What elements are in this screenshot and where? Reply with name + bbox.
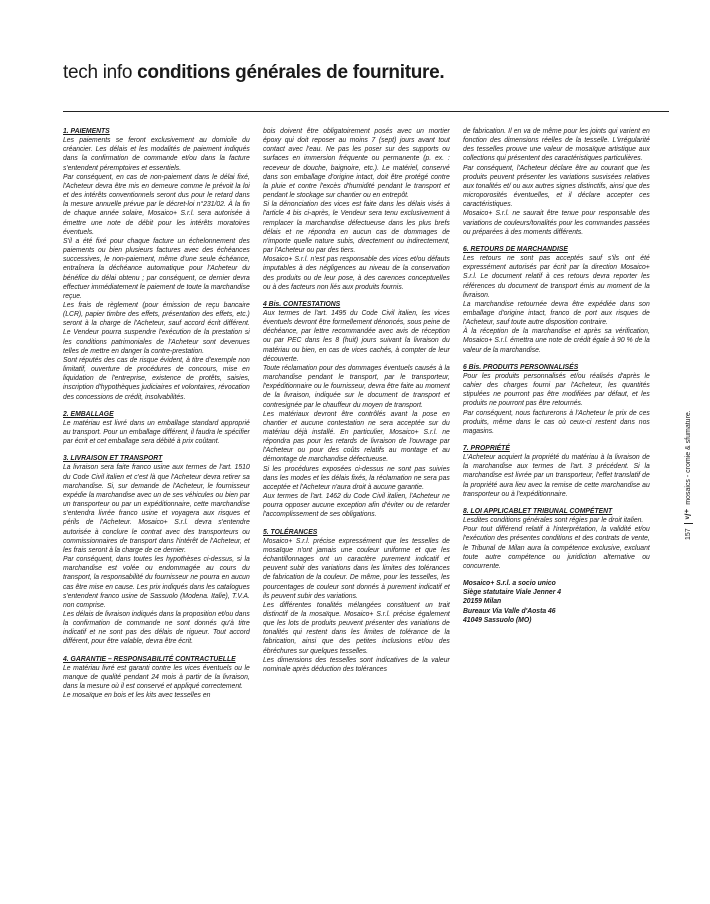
section — [463, 126, 650, 236]
section-paragraph: Aux termes de l'art. 1495 du Code Civil italien, les vices éventuels devront être formellement dénoncés, sous peine de déchéance, par lettre recommandée avec avis de réception ou par PEC dans les 8 (huit) jours suivant la livraison du matériau ou bien, en cas de vices cachés, à compter de leur découverte. — [263, 307, 450, 363]
section-heading: 6. RETOURS DE MARCHANDISE — [463, 243, 568, 253]
section — [463, 443, 650, 498]
section-paragraph: Les frais de règlement (pour émission de reçu bancaire (LCR), papier timbre des effets, présentation des effets, etc.) seront à la charge de l'Acheteur, sauf accord écrit différent. Le Vendeur pourra suspendre l'exécution de la prestation si les conditions patrimoniales de l'Acheteur sont devenues telles de mettre en danger la contre-prestation. — [63, 299, 250, 355]
section-paragraph: Le mosaïque en bois et les kits avec tesselles en — [63, 690, 211, 700]
section — [63, 654, 250, 700]
section — [263, 299, 450, 519]
address-line: Mosaico+ S.r.l. a socio unico — [463, 578, 556, 588]
section-paragraph: Le matériau livré est garanti contre les vices éventuels ou le manque de qualité pendant 24 mois à partir de la livraison, dans la mesure où il est conservé et appliqué correctement. — [63, 662, 250, 691]
section-heading: 7. PROPRIÉTÉ — [463, 443, 510, 452]
section-paragraph: Les dimensions des tesselles sont indicatives de la valeur nominale après déduction des tolérances — [263, 654, 450, 673]
page-title — [63, 62, 444, 84]
section — [463, 506, 650, 570]
section-paragraph: Pour les produits personnalisés et/ou réalisés d'après le cahier des charges fourni par l'Acheteur, les quantités stipulées ne pourront pas être modifiées par défaut, et les produits ne pourront pas être retournés. — [463, 370, 650, 408]
section-heading: 3. LIVRAISON ET TRANSPORT — [63, 453, 163, 463]
address-block — [463, 578, 650, 624]
section — [63, 453, 250, 645]
section — [263, 126, 450, 291]
column-2 — [263, 126, 450, 681]
title-light: tech info — [63, 62, 133, 83]
section-paragraph: Mosaico+ S.r.l. n'est pas responsable des vices et/ou défauts imputables à des négligences au niveau de la conservation des produits ou de leur pose, à des carences conceptuelles ou à des facteurs non liés aux produits fournis. — [263, 254, 450, 291]
title-rule — [63, 111, 669, 112]
section-heading: 4. GARANTIE – RESPONSABILITÉ CONTRACTUELLE — [63, 653, 236, 663]
section-paragraph: Si les procédures exposées ci-dessus ne sont pas suivies dans les modes et les délais fixés, la réclamation ne sera pas acceptée et l'Acheteur n'aura droit à aucune garantie. — [263, 463, 450, 491]
column-3-body — [463, 126, 650, 570]
section — [263, 527, 450, 674]
address-line: Bureaux Via Valle d'Aosta 46 — [463, 605, 556, 615]
section-paragraph: Le matériau est livré dans un emballage standard approprié au transport. Pour un emballage différent, il faudra le spécifier par écrit et cet emballage sera débité à prix coûtant. — [63, 417, 250, 446]
section-paragraph: Par conséquent, dans toutes les hypothèses ci-dessus, si la marchandise est volée ou endommagée au cours du transport, la responsabilité du fournisseur ne pourra en aucun cas être mise en cause. Les prix indiqués dans les catalogues s'entendent franco usine de Sassuolo (Modena. Italie), T.V.A. non comprise. — [63, 554, 250, 609]
section-paragraph: Par conséquent, en cas de non-paiement dans le délai fixé, l'Acheteur devra être mis en demeure comme le prévoit la loi et des intérêts conventionnels seront dus pour le retard dans la mesure annuelle prévue par le décret-loi n°231/02. À la fin de chaque année solaire, Mosaico+ S.r.l. sera autorisée à émettre une note de débit pour les intérêts moratoires éventuels. — [63, 171, 250, 236]
section-heading: 1. PAIEMENTS — [63, 126, 110, 135]
section-paragraph: Lesdites conditions générales sont régies par le droit italien. — [463, 515, 644, 525]
side-footer — [683, 370, 703, 540]
section-paragraph: Toute réclamation pour des dommages éventuels causés à la marchandise pendant le transport, par le transporteur, l'expéditionnaire ou le fournisseur, devra être faite au moment de la livraison, indiquée sur le document de transport et contresignée par le chauffeur du moyen de transport. — [263, 362, 450, 409]
section-paragraph: Par conséquent, l'Acheteur déclare être au courant que les produits peuvent présenter les variations susvisées relatives aux tonalités et/ ou aux autres signes distinctifs, ainsi que des microporosités éventuelles, et il déclare accepter ces caractéristiques. — [463, 162, 650, 209]
separator — [684, 523, 693, 524]
section — [463, 244, 650, 354]
section-paragraph: La livraison sera faite franco usine aux termes de l'art. 1510 du Code Civil italien et c'est là que l'Acheteur devra retirer sa marchandise. Si, sur demande de l'Acheteur, le fournisseur expédie la marchandise avec un de ses véhicules ou bien par un transporteur ou par un expéditionnaire, cette marchandise s'entendra livrée franco usine et voyagera aux risques et périls de l'Acheteur. Mosaico+ S.r.l. devra s'entendre autorisée à conclure le contrat avec des transporteurs ou commissionnaires de transport dans l'intérêt de l'Acheteur, et les frais seront à la charge de ce dernier. — [63, 462, 250, 554]
address-line: 41049 Sassuolo (MO) — [463, 614, 532, 624]
section-paragraph: Les différentes tonalités mélangées constituent un trait distinctif de la mosaïque. Mosaico+ S.r.l. précise également que les lots de produits peuvent présenter des variations de tonalités qui restent dans les limites de tolérance de la fabrication, ainsi que des petites inclusions et/ou des ébréchures sur quelques tesselles. — [263, 599, 450, 655]
section — [63, 409, 250, 446]
section-paragraph: Les paiements se feront exclusivement au domicile du créancier. Les délais et les modalités de paiement indiqués dans la confirmation de commande et/ou dans la facture s'entendent péremptoires et essentiels. — [63, 135, 250, 172]
section-heading: 4 Bis. CONTESTATIONS — [263, 298, 341, 308]
section-paragraph: Les matériaux devront être contrôlés avant la pose en chantier et aucune contestation ne sera acceptée sur du matériau déjà installé. En particulier, Mosaico+ S.r.l. ne répondra pas pour les retards de livraison de l'ouvrage par l'Acheteur ou pour des coûts relatifs au montage et au démontage de marchandise défectueuse. — [263, 408, 450, 464]
section-paragraph: L'Acheteur acquiert la propriété du matériau à la livraison de la marchandise aux termes de l'art. 3 précédent. Si la marchandise est livrée par un transporteur, l'effet translatif de la propriété aura lieu avec la remise de cette marchandise au transporteur ou à l'expéditionnaire. — [463, 452, 650, 498]
section-heading: 5. TOLÉRANCES — [263, 526, 318, 536]
column-3 — [463, 126, 650, 624]
address-line: 20159 Milan — [463, 596, 502, 606]
column-1 — [63, 126, 250, 707]
section-paragraph: Pour tout différend relatif à l'interprétation, la validité et/ou l'exécution des présentes conditions et des contrats de vente, le Tribunal de Milan aura la compétence exclusive, excluant toute autre compétence ou juridiction alternative ou concurrente. — [463, 524, 650, 570]
section-paragraph: de fabrication. Il en va de même pour les joints qui varient en fonction des dimensions réelles de la tesselle. L'irrégularité des tesselles prouve une valeur de mosaïque artistique aux collections qui présentent des caractéristiques particulières. — [463, 126, 650, 163]
section — [463, 362, 650, 435]
section-paragraph: Sont réputés des cas de risque évident, à titre d'exemple non limitatif, ouverture de procédures de concours, mise en liquidation de l'entreprise, existence de protêts, saisies, inscription d'hypothèques judiciaires et volontaires, révocation des concessions de crédit, insolvabilités. — [63, 354, 250, 401]
section-paragraph: Si la dénonciation des vices est faite dans les délais visés à l'article 4 bis ci-après, le Vendeur sera tenu exclusivement à remplacer la marchandise défectueuse dans les plus brefs délais et ne répondra en aucun cas de dommages de n'importe quelle nature subis, directement ou indirectement, par l'Acheteur ou par des tiers. — [263, 199, 450, 255]
section-heading: 8. LOI APPLICABLET TRIBUNAL COMPÉTENT — [463, 505, 613, 515]
section-paragraph: S'il a été fixé pour chaque facture un échelonnement des paiements ou bien plusieurs factures avec des échéances successives, le non-paiement, même d'une seule échéance, entraînera la déchéance automatique pour l'Acheteur du bénéfice du délai obtenu ; par conséquent, ce dernier devra effectuer immédiatement le paiement de toute la marchandise reçue. — [63, 235, 250, 300]
section-paragraph: Les délais de livraison indiqués dans la proposition et/ou dans la confirmation de commande ne sont donnés qu'à titre indicatif et ne sont pas des délais de rigueur. Tout accord différent, pour être valable, devra être écrit. — [63, 608, 250, 646]
address-line: Siège statutaire Viale Jenner 4 — [463, 587, 562, 597]
section-paragraph: La marchandise retournée devra être expédiée dans son emballage d'origine intact, franco de port aux risques de l'Acheteur, sauf toute autre disposition contraire. — [463, 298, 650, 327]
section-paragraph: À la réception de la marchandise et après sa vérification, Mosaico+ S.r.l. émettra une note de crédit égale à 90 % de la valeur de la marchandise. — [463, 326, 650, 354]
section-heading: 6 Bis. PRODUITS PERSONNALISÉS — [463, 361, 579, 371]
section-paragraph: Les retours ne sont pas acceptés sauf s'ils ont été expressément autorisés par écrit par la direction Mosaico+ S.r.l. Le document relatif à ces retours devra reporter les références du document de transport émis au moment de la livraison. — [463, 253, 650, 299]
section — [63, 126, 250, 401]
section-paragraph: Mosaico+ S.r.l. précise expressément que les tesselles de mosaïque n'ont jamais une couleur uniforme et que les échantillonnages ont un caractère purement indicatif et peuvent subir des variations dans les limites des tolérances de fabrication de la couleur. De même, pour les tesselles, les pourcentages de couleur sont donnés à purement indicatif et ils peuvent subir des variations. — [263, 535, 450, 600]
section-heading: 2. EMBALLAGE — [63, 408, 114, 418]
collection-name: mosaics - cromie & sfumature. — [685, 410, 692, 505]
section-paragraph: Aux termes de l'art. 1462 du Code Civil italien, l'Acheteur ne pourra opposer aucune exception afin d'éviter ou de retarder l'accomplissement de ses obligations. — [263, 491, 450, 519]
section-paragraph: Mosaico+ S.r.l. ne saurait être tenue pour responsable des variations de couleurs/tonalités pour les commandes passées ou préparées à des moments différents. — [463, 208, 650, 236]
section-paragraph: Par conséquent, nous facturerons à l'Acheteur le prix de ces produits, même dans le cas où ceux-ci restent dans nos magasins. — [463, 407, 650, 435]
page-number: 157 — [685, 528, 692, 540]
title-bold: conditions générales de fourniture. — [137, 62, 445, 83]
section-paragraph: bois doivent être obligatoirement posés avec un mortier époxy qui doit reposer au moins 7 (sept) jours avant tout contact avec l'eau. Ne pas les poser sur des supports ou surfaces en immersion fréquente ou permanente (p. ex. : receveur de douche, baignoire, etc.). Le matériel, conservé dans son emballage d'origine intact, doit être protégé contre la pluie et contre l'excès d'humidité pendant le transport et pendant le stockage sur chantier ou en entrepôt. — [263, 126, 450, 200]
brand-logo: ᵛ/⁺ — [683, 508, 693, 520]
